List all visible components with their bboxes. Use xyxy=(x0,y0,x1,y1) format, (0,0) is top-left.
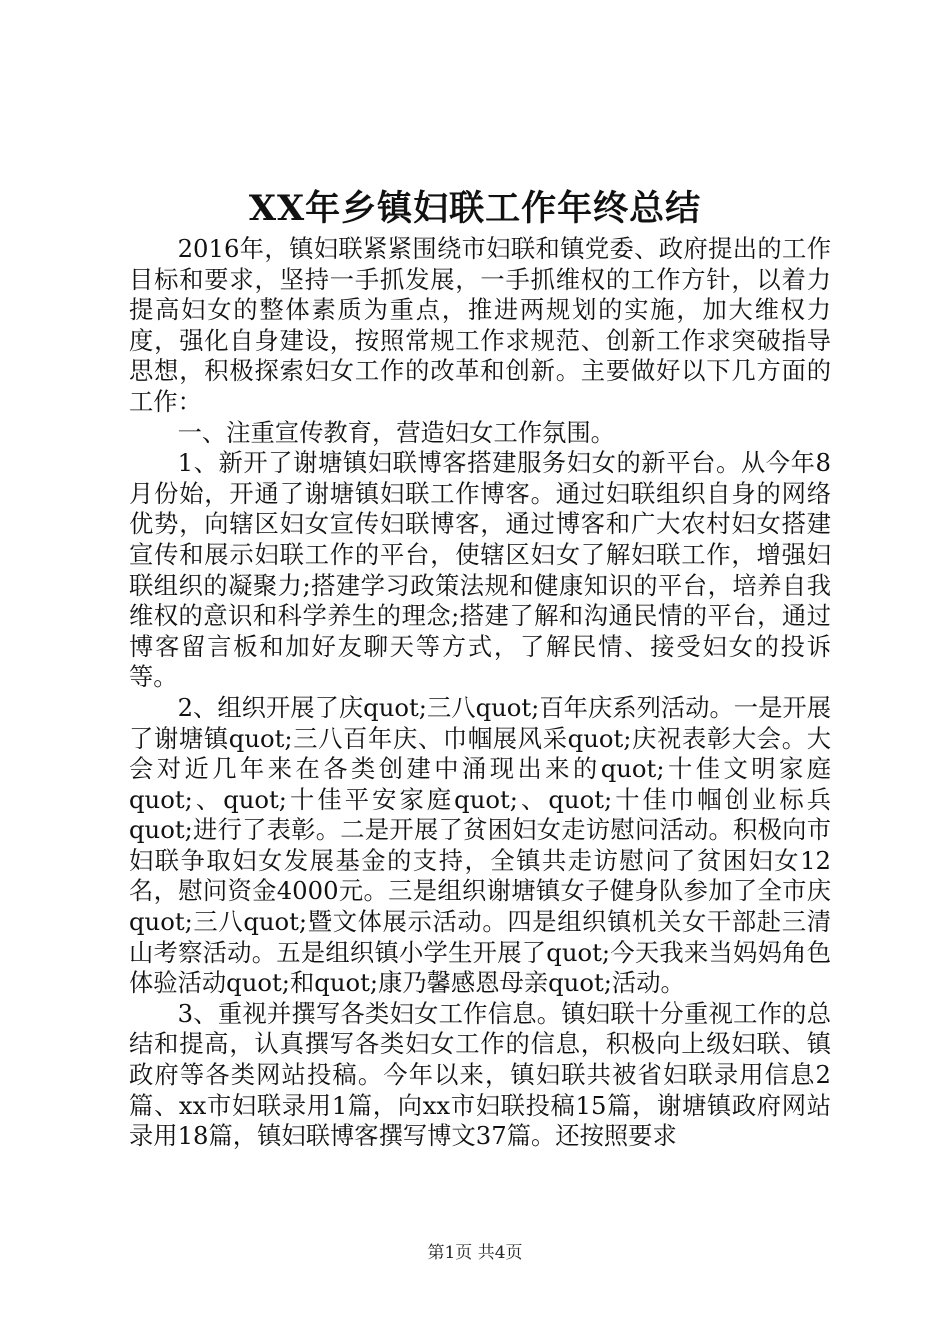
paragraph-item-1: 1、新开了谢塘镇妇联博客搭建服务妇女的新平台。从今年8月份始，开通了谢塘镇妇联工作博客。通过妇联组织自身的网络优势，向辖区妇女宣传妇联博客，通过博客和广大农村妇女搭建宣传和展示妇联工作的平台，使辖区妇女了解妇联工作，增强妇联组织的凝聚力;搭建学习政策法规和健康知识的平台，培养自我维权的意识和科学养生的理念;搭建了解和沟通民情的平台，通过博客留言板和加好友聊天等方式，了解民情、接受妇女的投诉等。 xyxy=(129,448,831,692)
document-body xyxy=(129,234,831,1152)
paragraph-item-2: 2、组织开展了庆quot;三八quot;百年庆系列活动。一是开展了谢塘镇quot;三八百年庆、巾帼展风采quot;庆祝表彰大会。大会对近几年来在各类创建中涌现出来的quot;十佳文明家庭quot;、quot;十佳平安家庭quot;、quot;十佳巾帼创业标兵quot;进行了表彰。二是开展了贫困妇女走访慰问活动。积极向市妇联争取妇女发展基金的支持，全镇共走访慰问了贫困妇女12名，慰问资金4000元。三是组织谢塘镇女子健身队参加了全市庆quot;三八quot;暨文体展示活动。四是组织镇机关女干部赴三清山考察活动。五是组织镇小学生开展了quot;今天我来当妈妈角色体验活动quot;和quot;康乃馨感恩母亲quot;活动。 xyxy=(129,692,831,998)
paragraph-intro: 2016年，镇妇联紧紧围绕市妇联和镇党委、政府提出的工作目标和要求，坚持一手抓发展，一手抓维权的工作方针，以着力提高妇女的整体素质为重点，推进两规划的实施，加大维权力度，强化自身建设，按照常规工作求规范、创新工作求突破指导思想，积极探索妇女工作的改革和创新。主要做好以下几方面的工作： xyxy=(129,234,831,416)
document-title: XX年乡镇妇联工作年终总结 xyxy=(248,188,702,229)
paragraph-item-3: 3、重视并撰写各类妇女工作信息。镇妇联十分重视工作的总结和提高，认真撰写各类妇女工作的信息，积极向上级妇联、镇政府等各类网站投稿。今年以来，镇妇联共被省妇联录用信息2篇、xx市妇联录用1篇，向xx市妇联投稿15篇，谢塘镇政府网站录用18篇，镇妇联博客撰写博文37篇。还按照要求 xyxy=(129,998,831,1151)
paragraph-section-heading: 一、注重宣传教育，营造妇女工作氛围。 xyxy=(177,417,615,447)
page-number-footer: 第1页 共4页 xyxy=(427,1243,523,1263)
